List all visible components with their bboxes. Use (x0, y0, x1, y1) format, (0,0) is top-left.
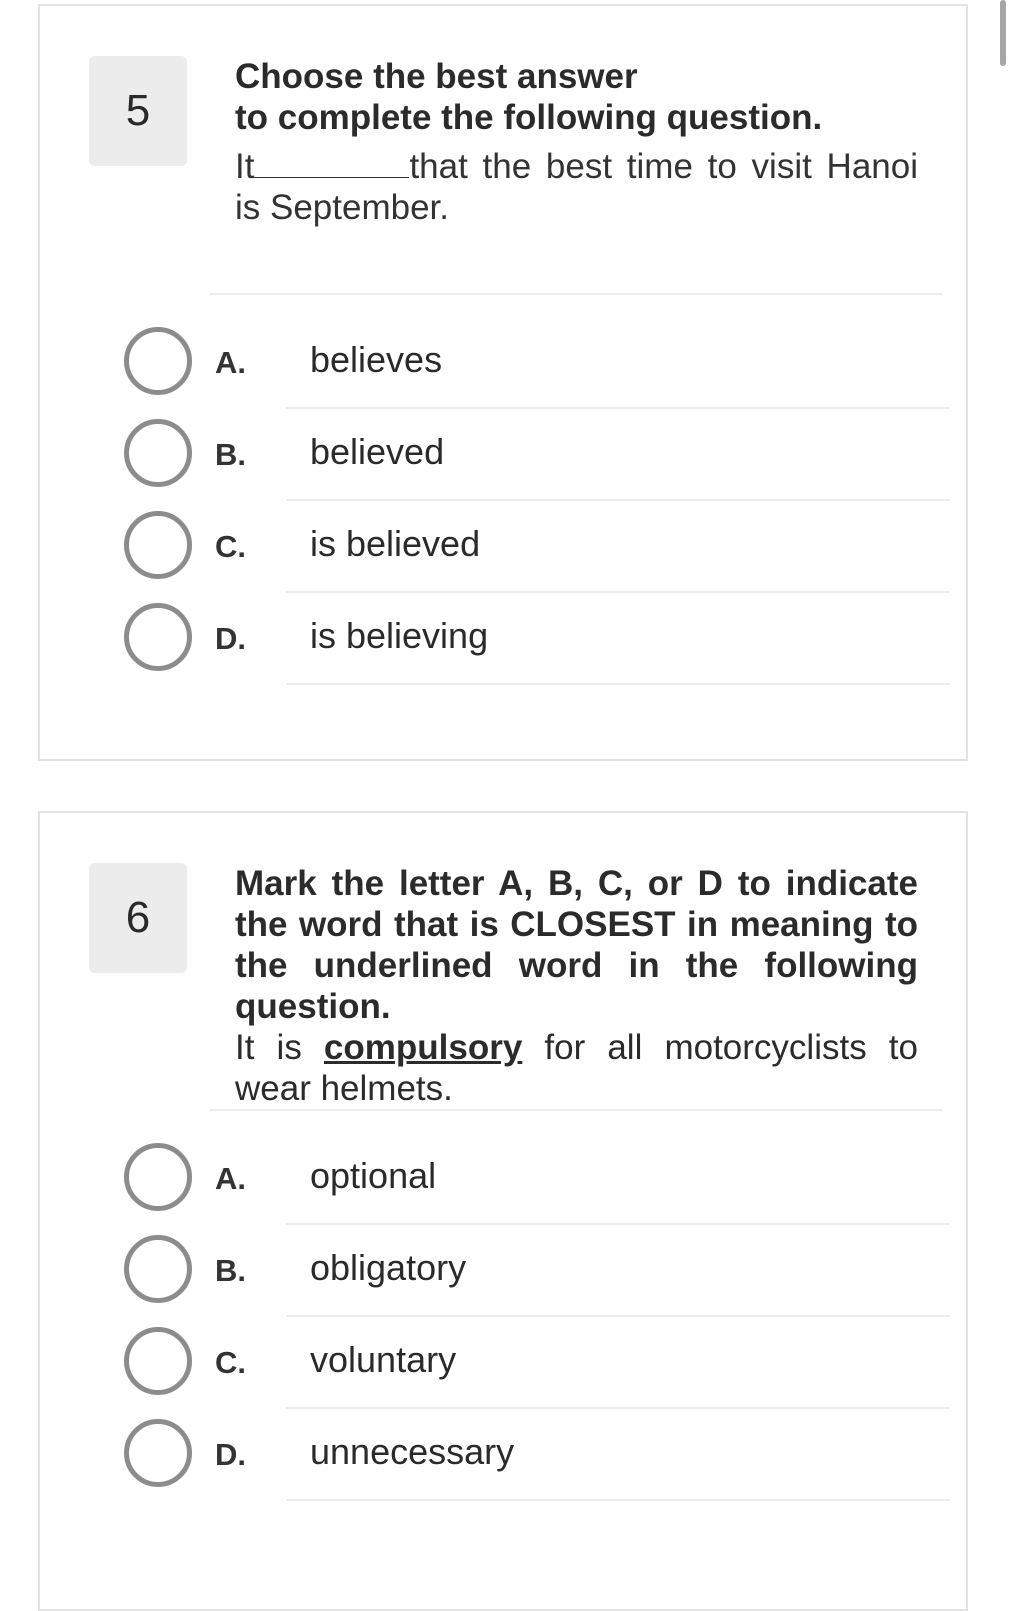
question-text (235, 56, 918, 228)
option-divider (286, 1223, 950, 1225)
option-text: unnecessary (310, 1431, 515, 1472)
option-letter: B. (215, 1253, 246, 1288)
option-b[interactable] (120, 411, 950, 501)
option-divider (286, 683, 950, 685)
stem-start: It (235, 147, 255, 186)
divider (210, 1109, 942, 1111)
question-stem (235, 146, 918, 228)
option-letter: D. (215, 1437, 246, 1472)
option-text: believed (310, 431, 445, 472)
radio-button-icon[interactable] (124, 419, 192, 487)
scrollbar-thumb[interactable] (1000, 0, 1006, 66)
option-letter: D. (215, 621, 246, 656)
underlined-word: compulsory (323, 1028, 523, 1067)
answer-blank (254, 149, 409, 178)
option-text: believes (310, 339, 443, 380)
radio-button-icon[interactable] (124, 1143, 192, 1211)
question-instruction: Mark the letter A, B, C, or D to indicate the word that is CLOSEST in meaning to the underlined word in the following question. (235, 864, 918, 1026)
question-card-5 (38, 4, 968, 761)
option-a[interactable] (120, 319, 950, 409)
option-text: optional (310, 1155, 437, 1196)
radio-button-icon[interactable] (124, 1327, 192, 1395)
option-divider (286, 499, 950, 501)
question-instruction (235, 56, 918, 138)
option-c[interactable] (120, 1319, 950, 1409)
option-text: is believing (310, 615, 489, 656)
stem-end: that the best time to visit Hanoi is September. (235, 147, 918, 227)
question-number-badge: 5 (89, 56, 187, 166)
divider (210, 293, 942, 295)
option-divider (286, 1315, 950, 1317)
stem-end: for all motorcyclists to wear helmets. (235, 1028, 918, 1108)
option-letter: C. (215, 529, 246, 564)
option-letter: A. (215, 1161, 246, 1196)
option-d[interactable] (120, 1411, 950, 1501)
radio-button-icon[interactable] (124, 511, 192, 579)
option-divider (286, 1499, 950, 1501)
option-b[interactable] (120, 1227, 950, 1317)
option-letter: A. (215, 345, 246, 380)
radio-button-icon[interactable] (124, 1419, 192, 1487)
question-number-badge: 6 (89, 863, 187, 973)
option-text: is believed (310, 523, 481, 564)
option-divider (286, 407, 950, 409)
radio-button-icon[interactable] (124, 1235, 192, 1303)
option-letter: C. (215, 1345, 246, 1380)
instruction-line: to complete the following question. (235, 98, 823, 137)
stem-start: It is (235, 1028, 324, 1067)
option-a[interactable] (120, 1135, 950, 1225)
option-text: obligatory (310, 1247, 467, 1288)
question-stem (235, 1027, 918, 1109)
radio-button-icon[interactable] (124, 327, 192, 395)
option-text: voluntary (310, 1339, 457, 1380)
option-divider (286, 591, 950, 593)
option-divider (286, 1407, 950, 1409)
option-c[interactable] (120, 503, 950, 593)
option-letter: B. (215, 437, 246, 472)
question-text (235, 863, 918, 1109)
option-d[interactable] (120, 595, 950, 685)
instruction-line: Choose the best answer (235, 57, 638, 96)
radio-button-icon[interactable] (124, 603, 192, 671)
question-card-6 (38, 811, 968, 1611)
